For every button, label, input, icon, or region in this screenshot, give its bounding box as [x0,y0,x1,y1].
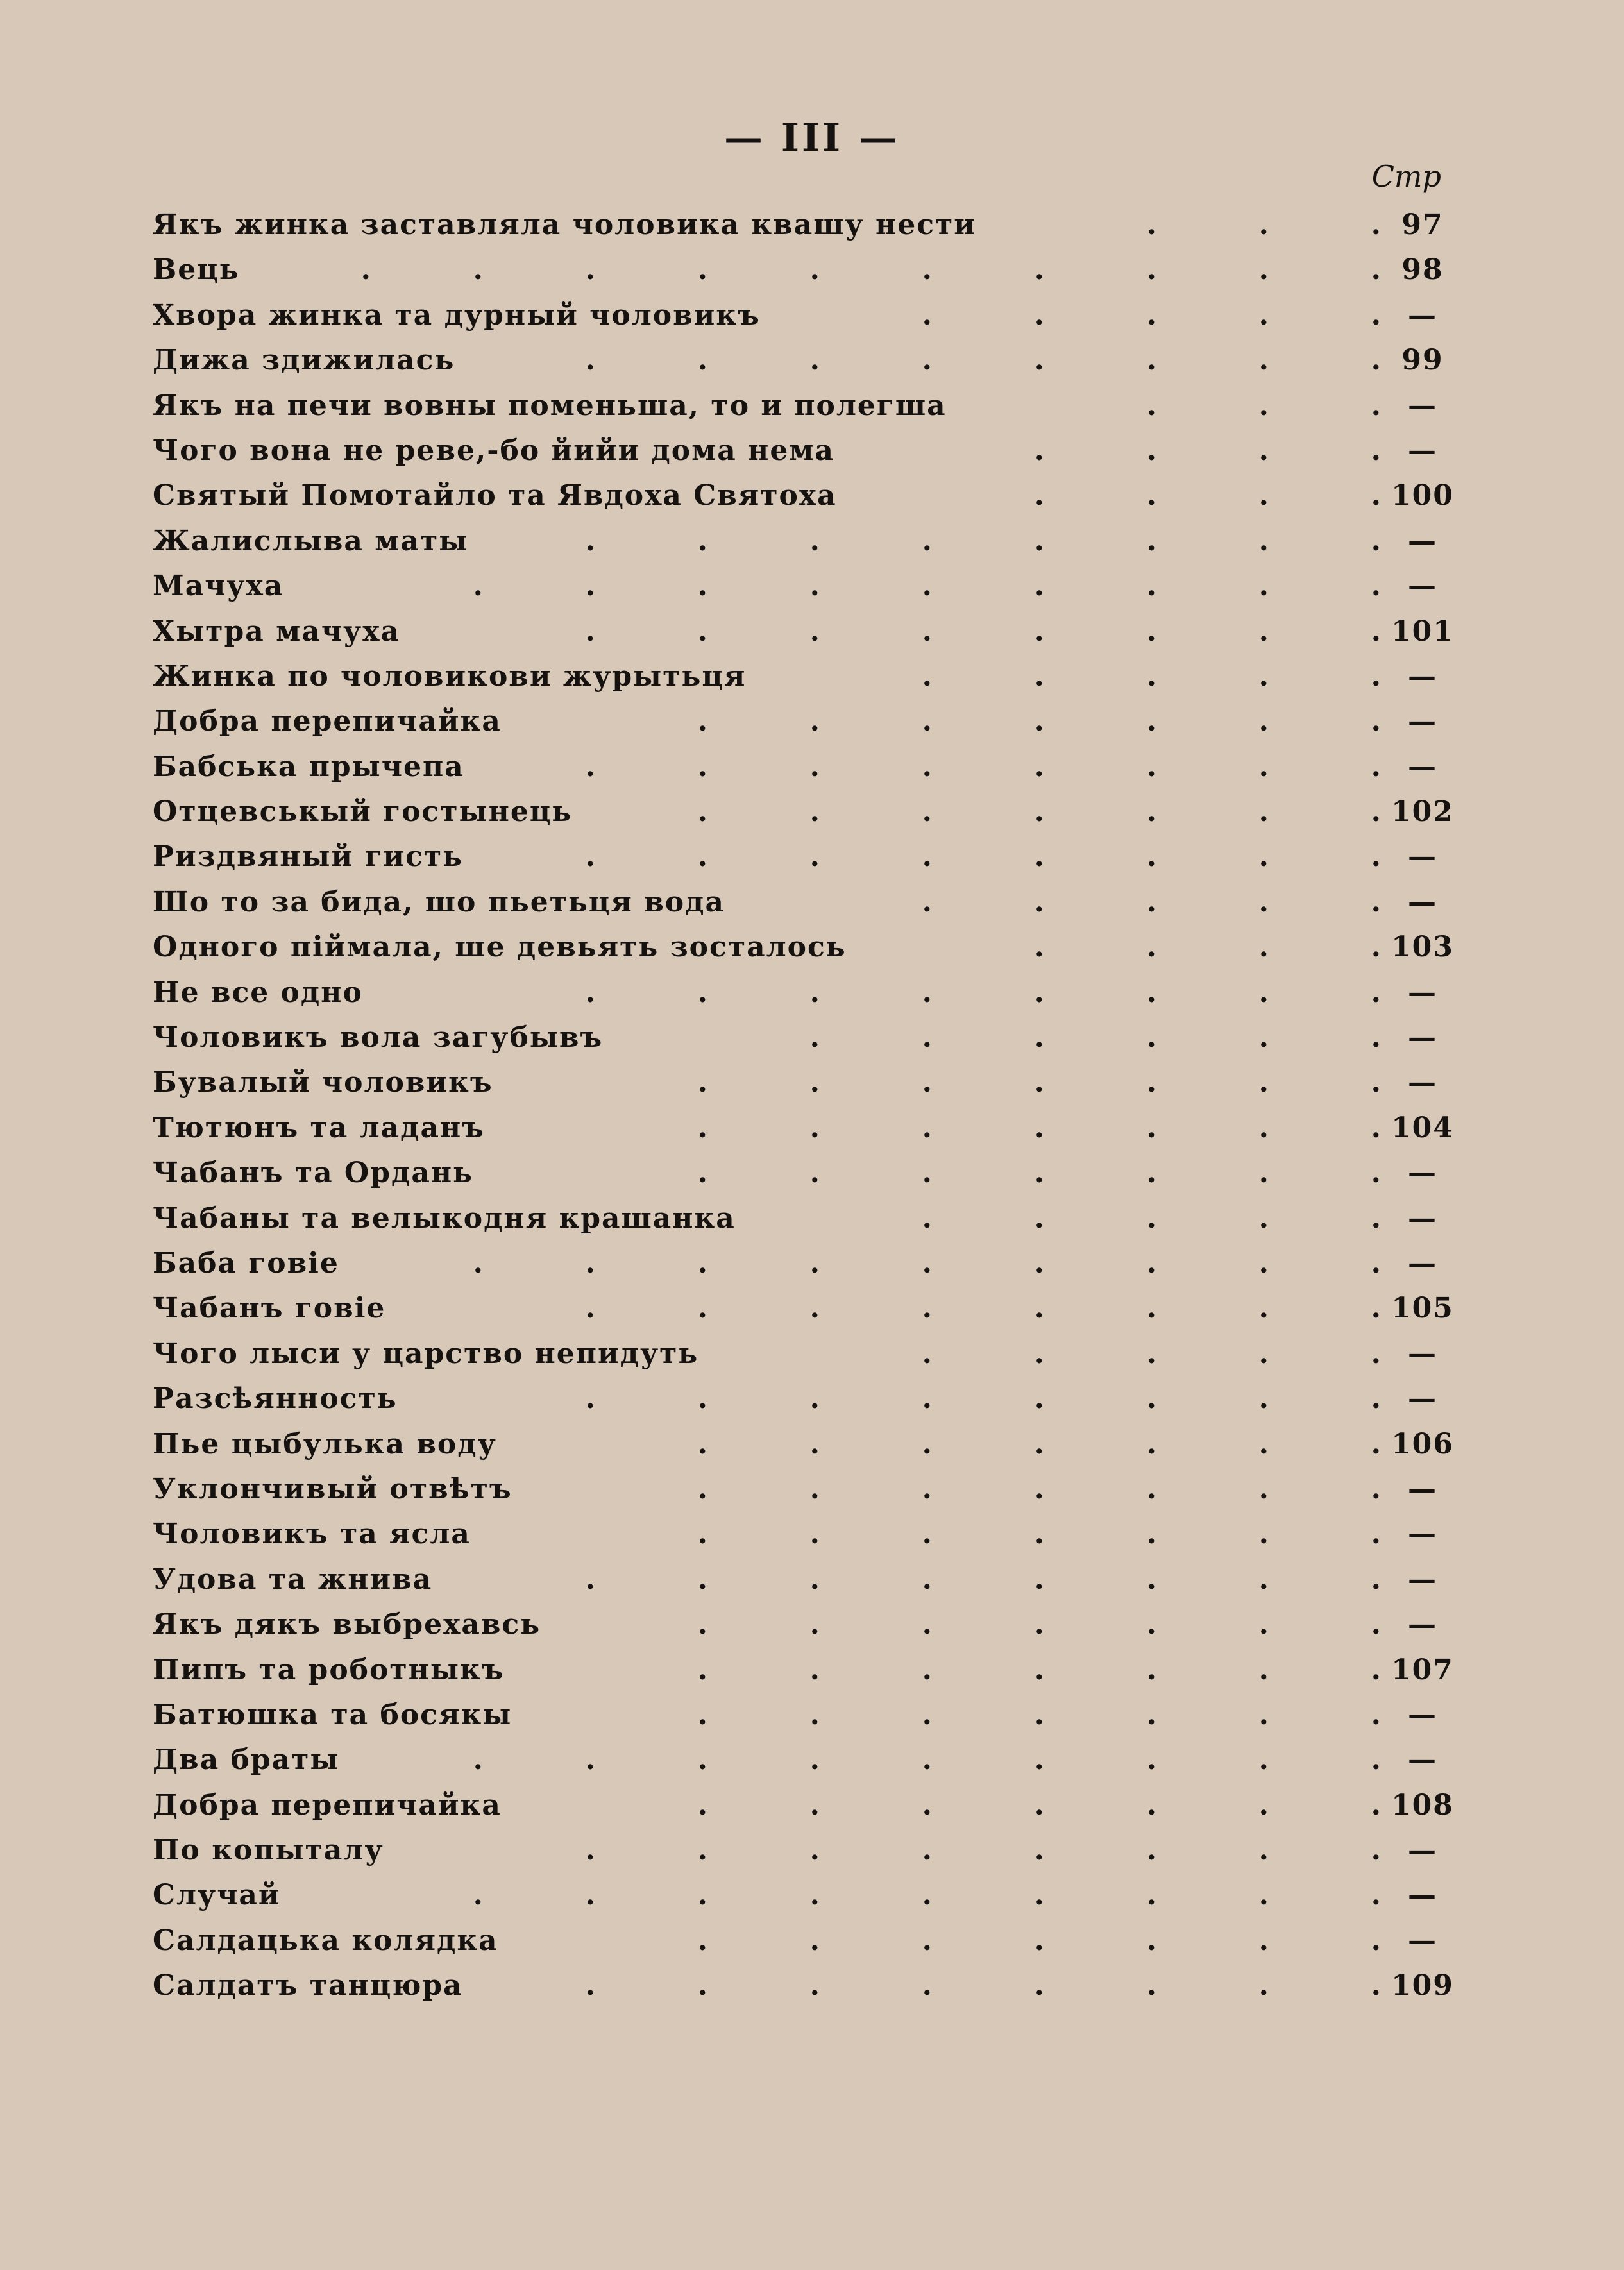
toc-entry-title: Салдацька колядка [153,1924,498,1957]
toc-entry-title: Мачуха [153,570,284,603]
toc-entry [153,203,1458,248]
page-number-header: — III — [724,115,900,160]
dot-leader: . . . . . . . . . [473,1879,1381,1912]
toc-entry-page: — [1408,1472,1437,1505]
toc-entry-page: — [1408,1834,1437,1867]
dot-leader: . . . . . . . . [585,524,1381,557]
toc-entry [153,519,1458,564]
toc-entry [153,1376,1458,1421]
toc-entry-title: Два браты [153,1743,340,1777]
dot-leader: . . . . . . . . . [473,1743,1381,1777]
toc-entry-title: Уклончивый отвѣтъ [153,1472,512,1505]
toc-entry-title: Шо то за бида, шо пьетьця вода [153,885,725,919]
dot-leader: . . . . . . . [697,1111,1381,1144]
toc-entry-page: 106 [1391,1427,1454,1461]
toc-entry-page: — [1408,659,1437,693]
dot-leader: . . . . . [922,298,1381,332]
dot-leader: . . . . . . . . [585,750,1381,783]
dot-leader: . . . . . . . . [585,840,1381,874]
dot-leader: . . . . [1034,434,1381,467]
toc-entry [153,1963,1458,2008]
toc-entry [153,745,1458,790]
toc-entry-title: Удова та жнива [153,1563,433,1596]
toc-entry-page: — [1408,1608,1437,1641]
toc-entry [153,1106,1458,1151]
dot-leader: . . . . . . . . . . [360,253,1381,287]
toc-entry-title: Хытра мачуха [153,614,400,648]
toc-entry-page: 100 [1391,479,1454,512]
toc-entry [153,609,1458,654]
toc-entry-title: Тютюнъ та ладанъ [153,1111,485,1144]
toc-entry [153,1241,1458,1286]
toc-entry-page: — [1408,1246,1437,1280]
toc-entry-page: 99 [1401,344,1444,377]
toc-entry-page: — [1408,1021,1437,1055]
dot-leader: . . . . . . . [697,705,1381,738]
toc-entry-page: 107 [1391,1653,1454,1686]
toc-entry-title: Не все одно [153,976,363,1009]
toc-entry [153,970,1458,1015]
toc-entry-page: — [1408,389,1437,422]
toc-entry-title: Якъ на печи вовны поменьша, то и полегша [153,389,947,422]
toc-entry-page: — [1408,434,1437,467]
toc-entry-title: Святый Помотайло та Явдоха Святоха [153,479,837,512]
dot-leader: . . . . [1034,931,1381,964]
toc-entry-title: Чоловикъ та ясла [153,1518,471,1551]
toc-entry [153,1738,1458,1783]
toc-entry [153,428,1458,473]
toc-entry-title: Одного піймала, ше девьять зосталось [153,931,847,964]
dot-leader: . . . [1146,208,1381,241]
toc-entry-title: Отцевськый гостынець [153,795,573,829]
toc-entry-page: — [1408,840,1437,874]
dot-leader: . . . . . . . . . [473,1246,1381,1280]
toc-entry-title: Случай [153,1879,281,1912]
toc-entry-title: Батюшка та босякы [153,1698,512,1731]
toc-entry [153,1828,1458,1873]
toc-entry-page: 97 [1401,208,1444,241]
toc-entry-title: По копыталу [153,1834,384,1867]
toc-entry-title: Чабаны та велыкодня крашанка [153,1201,736,1235]
toc-entry [153,790,1458,834]
toc-entry-title: Баба говіе [153,1246,339,1280]
toc-entry-title: Чого вона не реве,-бо йийи дома нема [153,434,835,467]
toc-entry [153,1015,1458,1060]
dot-leader: . . . . . . . [697,1608,1381,1641]
toc-entry-page: — [1408,705,1437,738]
toc-entry-title: Риздвяный гисть [153,840,463,874]
toc-entry-title: Хвора жинка та дурный чоловикъ [153,298,761,332]
toc-entry [153,1557,1458,1602]
dot-leader: . . . . . . . . [585,1563,1381,1596]
dot-leader: . . . [1146,389,1381,422]
toc-entry-title: Якъ дякъ выбрехавсь [153,1608,541,1641]
toc-entry [153,1602,1458,1647]
toc-entry-page: — [1408,1337,1437,1370]
dot-leader: . . . . . . . . [585,344,1381,377]
dot-leader: . . . . . . . . [585,1382,1381,1416]
toc-entry-title: Бувалый чоловикъ [153,1066,493,1099]
toc-entry-page: 105 [1391,1292,1454,1325]
toc-entry-page: — [1408,1201,1437,1235]
toc-entry-page: — [1408,1924,1437,1957]
toc-entry-page: — [1408,1879,1437,1912]
toc-entry-page: 102 [1391,795,1454,829]
toc-entry-page: — [1408,1066,1437,1099]
dot-leader: . . . . . [922,659,1381,693]
dot-leader: . . . . [1034,479,1381,512]
toc-entry-page: — [1408,524,1437,557]
toc-entry-page: — [1408,1563,1437,1596]
toc-entry [153,654,1458,699]
dot-leader: . . . . . . . . [585,976,1381,1009]
toc-entry-title: Разсѣянность [153,1382,398,1416]
dot-leader: . . . . . . . . [585,1292,1381,1325]
toc-entry-page: 103 [1391,931,1454,964]
toc-entry [153,834,1458,879]
dot-leader: . . . . . . . [697,1066,1381,1099]
toc-entry-title: Пье цыбулька воду [153,1427,497,1461]
page-column-heading: Стр [1371,159,1441,194]
dot-leader: . . . . . . . . . [473,570,1381,603]
toc-entry [153,1196,1458,1241]
toc-entry [153,293,1458,338]
toc-entry [153,1332,1458,1376]
dot-leader: . . . . . [922,885,1381,919]
toc-entry-page: — [1408,750,1437,783]
toc-entry-page: — [1408,976,1437,1009]
toc-entry-page: — [1408,1698,1437,1731]
toc-entry-page: — [1408,1382,1437,1416]
toc-entry-page: 108 [1391,1788,1454,1822]
toc-entry [153,880,1458,925]
toc-entry-title: Салдатъ танцюра [153,1969,463,2003]
toc-entry [153,1648,1458,1693]
toc-entry-page: — [1408,1743,1437,1777]
dot-leader: . . . . . [922,1337,1381,1370]
toc-entry [153,384,1458,428]
toc-entry [153,1060,1458,1105]
toc-entry [153,1467,1458,1512]
dot-leader: . . . . . . . [697,1653,1381,1686]
dot-leader: . . . . . . . . [585,1969,1381,2003]
toc-entry-page: 104 [1391,1111,1454,1144]
dot-leader: . . . . . . . . [585,1834,1381,1867]
dot-leader: . . . . . . . [697,1472,1381,1505]
dot-leader: . . . . . . . [697,1924,1381,1957]
toc-entry-page: — [1408,885,1437,919]
dot-leader: . . . . . . . . [585,614,1381,648]
dot-leader: . . . . . . . [697,1427,1381,1461]
dot-leader: . . . . . . . [697,1788,1381,1822]
dot-leader: . . . . . . . [697,795,1381,829]
toc-entry-title: Добра перепичайка [153,1788,502,1822]
toc-entry-page: — [1408,298,1437,332]
toc-entry [153,1693,1458,1738]
toc-entry [153,1422,1458,1467]
toc-entry [153,473,1458,518]
toc-entry [153,1286,1458,1331]
dot-leader: . . . . . . . [697,1698,1381,1731]
toc-entry-page: 98 [1401,253,1444,287]
toc-entry [153,699,1458,744]
toc-entry [153,1873,1458,1918]
toc-entry-title: Жалислыва маты [153,524,469,557]
toc-entry [153,1151,1458,1196]
toc-entry-title: Якъ жинка заставляла чоловика квашу нести [153,208,976,241]
table-of-contents [153,203,1458,2009]
toc-entry-page: — [1408,570,1437,603]
dot-leader: . . . . . [922,1201,1381,1235]
toc-entry [153,1512,1458,1557]
dot-leader: . . . . . . [809,1021,1381,1055]
toc-entry [153,248,1458,292]
toc-entry-title: Чабанъ говіе [153,1292,386,1325]
toc-entry [153,1918,1458,1963]
toc-entry-page: — [1408,1156,1437,1190]
dot-leader: . . . . . . . [697,1156,1381,1190]
toc-entry-title: Чого лыси у царство непидуть [153,1337,699,1370]
toc-entry-title: Бабська прычепа [153,750,464,783]
toc-entry [153,564,1458,609]
toc-entry-title: Чоловикъ вола загубывъ [153,1021,604,1055]
toc-entry-title: Пипъ та роботныкъ [153,1653,505,1686]
toc-entry [153,1783,1458,1828]
toc-entry-title: Чабанъ та Ордань [153,1156,473,1190]
toc-entry-page: 101 [1391,614,1454,648]
dot-leader: . . . . . . . [697,1518,1381,1551]
toc-entry-title: Жинка по чоловикови журытьця [153,659,747,693]
toc-entry-page: — [1408,1518,1437,1551]
toc-entry-title: Вець [153,253,240,287]
toc-entry [153,338,1458,383]
toc-entry [153,925,1458,970]
toc-entry-title: Дижа здижилась [153,344,455,377]
toc-entry-page: 109 [1391,1969,1454,2003]
toc-entry-title: Добра перепичайка [153,705,502,738]
